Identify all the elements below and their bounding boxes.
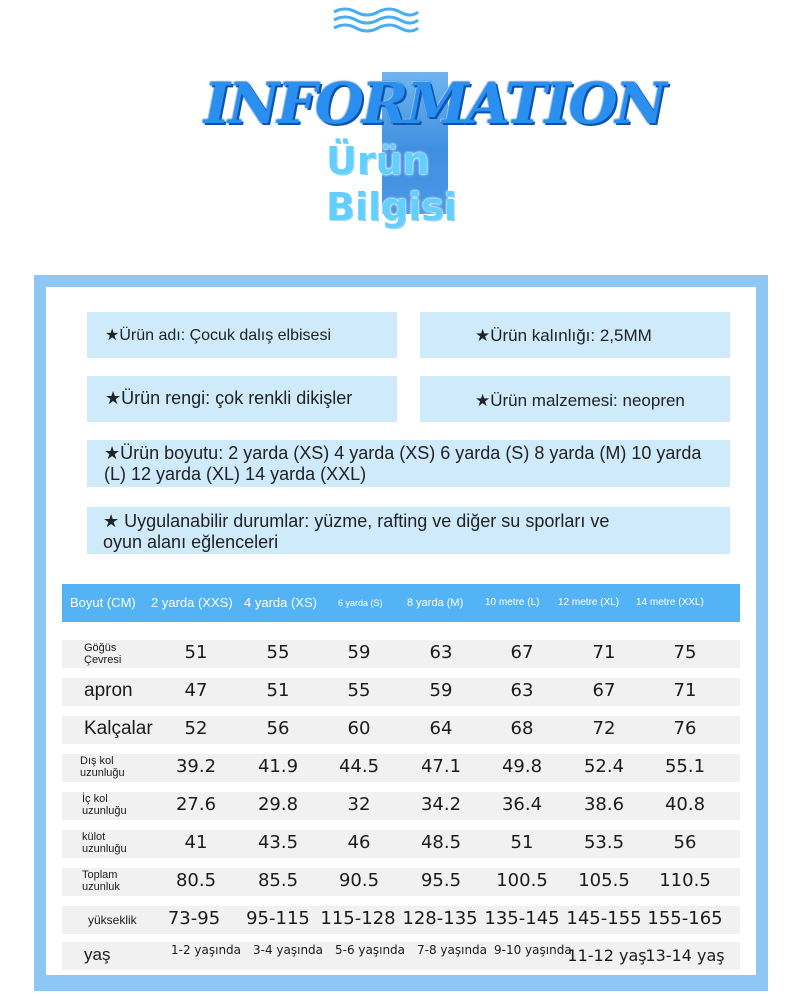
table-cell: 59 <box>429 680 453 701</box>
table-cell: 80.5 <box>175 870 217 891</box>
info-material-text: ★Ürün malzemesi: neopren <box>475 391 685 410</box>
table-cell: 55.1 <box>664 756 706 777</box>
table-header-cell: 10 metre (L) <box>485 597 540 608</box>
table-row <box>62 942 740 970</box>
table-row <box>62 754 740 782</box>
table-cell: 71 <box>592 642 616 663</box>
info-usage-text: ★ Uygulanabilir durumlar: yüzme, rafting ve diğer su sporları ve oyun alanı eğlenceleri <box>103 511 610 552</box>
table-cell: 38.6 <box>583 794 625 815</box>
table-cell: 41.9 <box>257 756 299 777</box>
table-cell: 46 <box>347 832 371 853</box>
table-cell: 72 <box>592 718 616 739</box>
table-cell: 115-128 <box>320 908 396 929</box>
table-cell: 110.5 <box>659 870 711 891</box>
info-box-thickness <box>420 312 730 358</box>
info-box-material <box>420 376 730 422</box>
table-cell: 73-95 <box>167 908 221 929</box>
table-cell: 11-12 yaş <box>567 946 647 965</box>
table-cell: 40.8 <box>664 794 706 815</box>
table-cell: 76 <box>673 718 697 739</box>
table-row <box>62 830 740 858</box>
table-cell: 67 <box>592 680 616 701</box>
table-cell: 60 <box>347 718 371 739</box>
table-cell: 55 <box>347 680 371 701</box>
row-label: Dış kol uzunluğu <box>80 755 125 779</box>
table-cell: 52.4 <box>583 756 625 777</box>
info-box-name <box>87 312 397 358</box>
table-header-cell: 6 yarda (S) <box>338 598 383 608</box>
table-header-cell: Boyut (CM) <box>70 595 136 610</box>
table-cell: 63 <box>429 642 453 663</box>
table-header-cell: 4 yarda (XS) <box>244 595 317 610</box>
info-box-size <box>87 440 730 487</box>
table-cell: 49.8 <box>501 756 543 777</box>
row-label: Kalçalar <box>84 718 153 739</box>
table-cell: 51 <box>266 680 290 701</box>
row-label: külot uzunluğu <box>82 831 127 855</box>
row-label: yaş <box>84 945 111 964</box>
table-cell: 1-2 yaşında <box>171 943 242 957</box>
table-cell: 105.5 <box>578 870 630 891</box>
table-cell: 128-135 <box>402 908 478 929</box>
table-cell: 34.2 <box>420 794 462 815</box>
info-size-text: ★Ürün boyutu: 2 yarda (XS) 4 yarda (XS) 6 yarda (S) 8 yarda (M) 10 yarda (L) 12 yarda (XL) 14 yarda (XXL) <box>104 443 702 484</box>
table-cell: 9-10 yaşında <box>494 943 572 957</box>
table-cell: 55 <box>266 642 290 663</box>
info-name-text: ★Ürün adı: Çocuk dalış elbisesi <box>105 327 331 344</box>
table-cell: 52 <box>184 718 208 739</box>
table-cell: 29.8 <box>257 794 299 815</box>
info-color-text: ★Ürün rengi: çok renkli dikişler <box>105 388 353 408</box>
table-cell: 56 <box>673 832 697 853</box>
table-cell: 53.5 <box>583 832 625 853</box>
table-cell: 44.5 <box>338 756 380 777</box>
wave-icon <box>332 4 420 36</box>
table-cell: 32 <box>347 794 371 815</box>
row-label: yükseklik <box>88 913 137 927</box>
table-cell: 68 <box>510 718 534 739</box>
table-header-cell: 12 metre (XL) <box>558 597 620 608</box>
table-cell: 48.5 <box>420 832 462 853</box>
table-cell: 71 <box>673 680 697 701</box>
table-cell: 75 <box>673 642 697 663</box>
table-cell: 27.6 <box>175 794 217 815</box>
table-cell: 3-4 yaşında <box>253 943 324 957</box>
table-cell: 90.5 <box>338 870 380 891</box>
table-cell: 47 <box>184 680 208 701</box>
table-cell: 135-145 <box>484 908 560 929</box>
table-cell: 95.5 <box>420 870 462 891</box>
table-cell: 51 <box>184 642 208 663</box>
table-cell: 155-165 <box>647 908 723 929</box>
info-box-usage <box>87 507 730 554</box>
table-cell: 51 <box>510 832 534 853</box>
table-cell: 39.2 <box>175 756 217 777</box>
table-cell: 59 <box>347 642 371 663</box>
table-cell: 56 <box>266 718 290 739</box>
table-cell: 67 <box>510 642 534 663</box>
page-title: INFORMATION <box>204 71 665 137</box>
row-label: Toplam uzunluk <box>82 869 120 893</box>
table-cell: 47.1 <box>420 756 462 777</box>
table-cell: 64 <box>429 718 453 739</box>
table-row <box>62 716 740 744</box>
table-cell: 36.4 <box>501 794 543 815</box>
table-cell: 41 <box>184 832 208 853</box>
table-cell: 145-155 <box>566 908 642 929</box>
table-row <box>62 868 740 896</box>
table-cell: 85.5 <box>257 870 299 891</box>
table-header-cell: 14 metre (XXL) <box>636 597 704 608</box>
table-cell: 13-14 yaş <box>645 946 725 965</box>
info-thickness-text: ★Ürün kalınlığı: 2,5MM <box>475 326 652 345</box>
table-cell: 63 <box>510 680 534 701</box>
table-header-cell: 8 yarda (M) <box>407 597 464 609</box>
table-header-cell: 2 yarda (XXS) <box>151 595 233 610</box>
table-row <box>62 678 740 706</box>
size-table-header <box>62 584 740 622</box>
table-row <box>62 906 740 934</box>
row-label: apron <box>84 680 133 701</box>
info-box-color <box>87 376 397 422</box>
table-cell: 7-8 yaşında <box>417 943 488 957</box>
page-subtitle: Ürün Bilgisi <box>326 139 457 229</box>
row-label: İç kol uzunluğu <box>82 793 127 817</box>
table-row <box>62 792 740 820</box>
table-row <box>62 640 740 668</box>
table-cell: 100.5 <box>496 870 548 891</box>
table-cell: 5-6 yaşında <box>335 943 406 957</box>
row-label: Göğüs Çevresi <box>84 642 122 666</box>
table-cell: 95-115 <box>246 908 310 929</box>
table-cell: 43.5 <box>257 832 299 853</box>
